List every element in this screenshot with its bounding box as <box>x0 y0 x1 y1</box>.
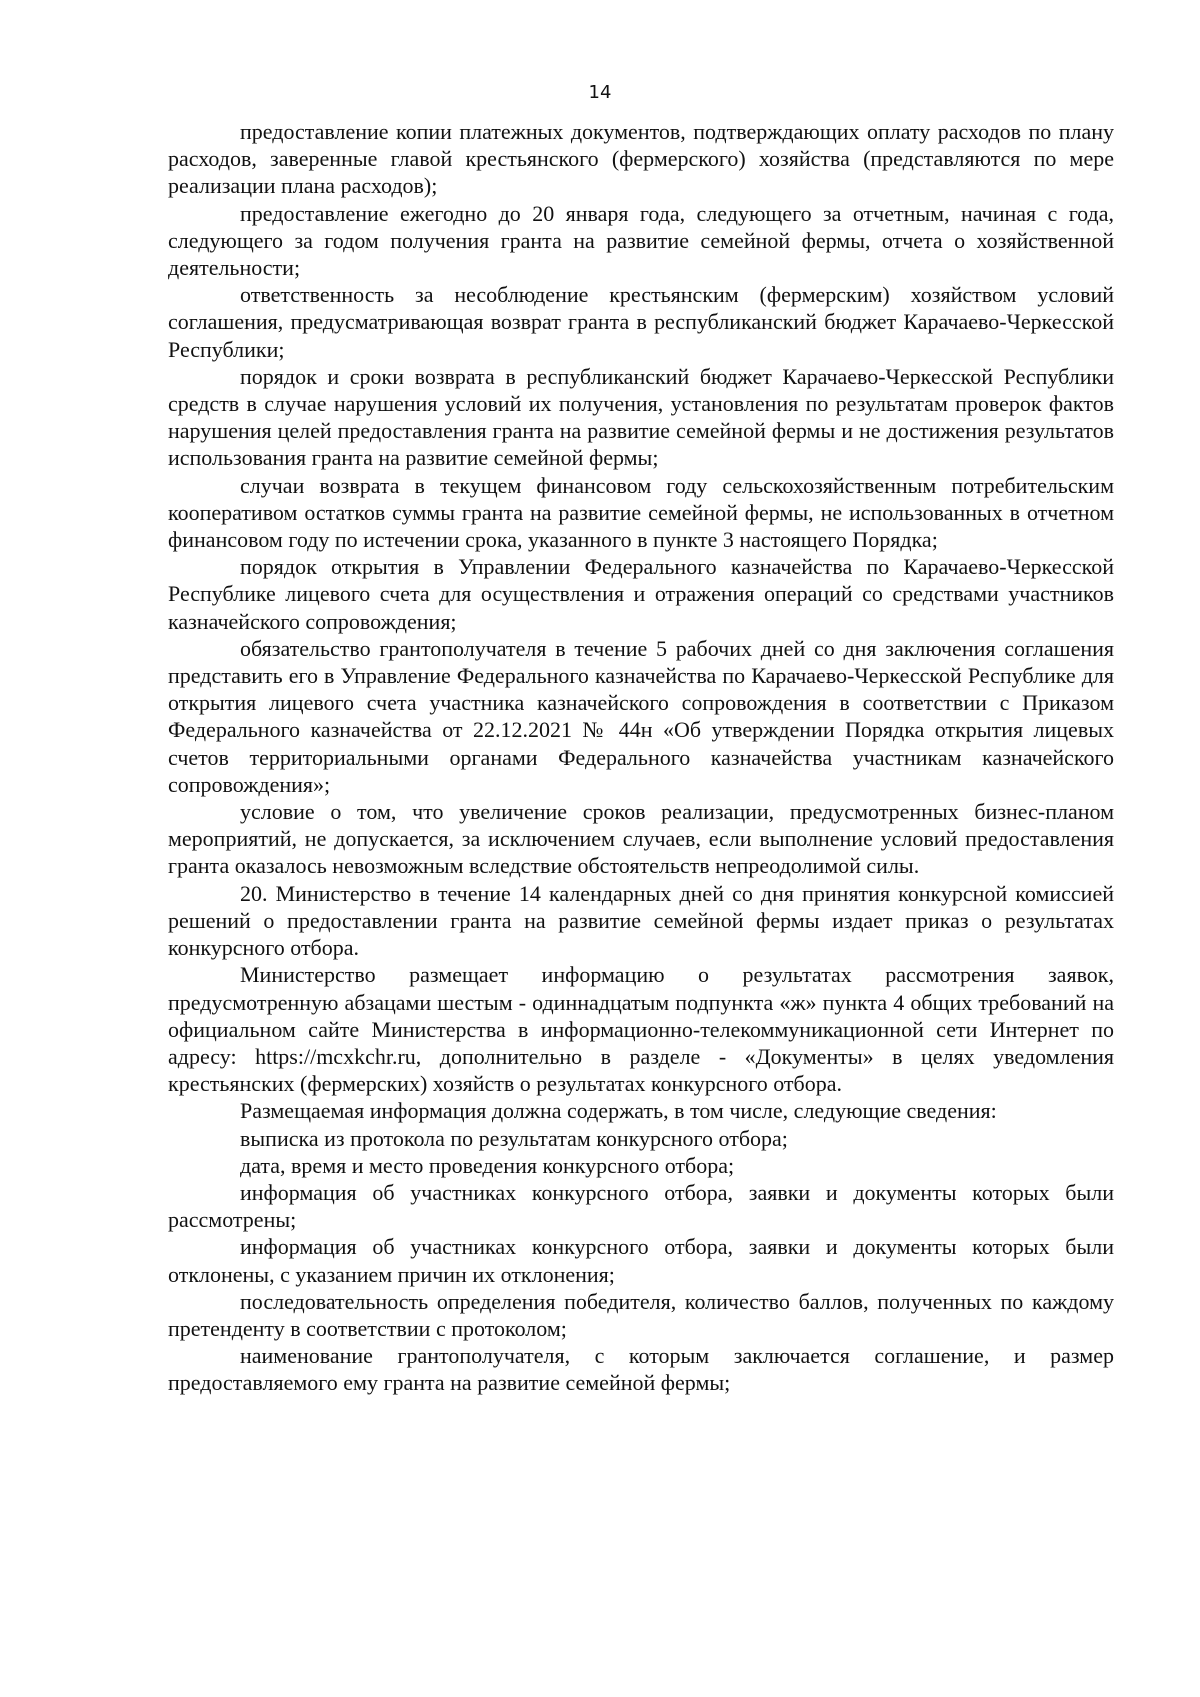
paragraph: последовательность определения победителя, количество баллов, полученных по каждому претенденту в соответствии с протоколом; <box>168 1288 1114 1341</box>
document-body <box>168 118 1114 1397</box>
paragraph: обязательство грантополучателя в течение 5 рабочих дней со дня заключения соглашения представить его в Управление Федерального казначейства по Карачаево-Черкесской Республике для открытия лицевого счета участника казначейского сопровождения в соответствии с Приказом Федерального казначейства от 22.12.2021 № 44н «Об утверждении Порядка открытия лицевых счетов территориальными органами Федерального казначейства участникам казначейского сопровождения»; <box>168 635 1114 797</box>
paragraph: порядок и сроки возврата в республиканский бюджет Карачаево-Черкесской Республики средств в случае нарушения условий их получения, установления по результатам проверок фактов нарушения целей предоставления гранта на развитие семейной фермы и не достижения результатов использования гранта на развитие семейной фермы; <box>168 363 1114 471</box>
paragraph: Министерство размещает информацию о результатах рассмотрения заявок, предусмотренную абзацами шестым - одиннадцатым подпункта «ж» пункта 4 общих требований на официальном сайте Министерства в информационно-телекоммуникационной сети Интернет по адресу: https://mcxkchr.ru, дополнительно в разделе - «Документы» в целях уведомления крестьянских (фермерских) хозяйств о результатах конкурсного отбора. <box>168 962 1114 1097</box>
paragraph: выписка из протокола по результатам конкурсного отбора; <box>240 1125 788 1151</box>
paragraph: предоставление ежегодно до 20 января года, следующего за отчетным, начиная с года, следующего за годом получения гранта на развитие семейной фермы, отчета о хозяйственной деятельности; <box>168 200 1114 281</box>
paragraph: Размещаемая информация должна содержать, в том числе, следующие сведения: <box>240 1098 997 1124</box>
paragraph: наименование грантополучателя, с которым заключается соглашение, и размер предоставляемого ему гранта на развитие семейной фермы; <box>168 1343 1114 1396</box>
paragraph: дата, время и место проведения конкурсного отбора; <box>240 1152 735 1178</box>
paragraph: условие о том, что увеличение сроков реализации, предусмотренных бизнес-планом мероприятий, не допускается, за исключением случаев, если выполнение условий предоставления гранта оказалось невозможным вследствие обстоятельств непреодолимой силы. <box>168 799 1114 879</box>
page-number: 14 <box>588 82 612 103</box>
paragraph: информация об участниках конкурсного отбора, заявки и документы которых были отклонены, с указанием причин их отклонения; <box>168 1234 1114 1287</box>
paragraph: предоставление копии платежных документов, подтверждающих оплату расходов по плану расходов, заверенные главой крестьянского (фермерского) хозяйства (представляются по мере реализации плана расходов); <box>168 119 1114 199</box>
paragraph: порядок открытия в Управлении Федерального казначейства по Карачаево-Черкесской Республике лицевого счета для осуществления и отражения операций со средствами участников казначейского сопровождения; <box>168 554 1114 634</box>
paragraph: 20. Министерство в течение 14 календарных дней со дня принятия конкурсной комиссией решений о предоставлении гранта на развитие семейной фермы издает приказ о результатах конкурсного отбора. <box>168 880 1114 961</box>
paragraph: ответственность за несоблюдение крестьянским (фермерским) хозяйством условий соглашения, предусматривающая возврат гранта в республиканский бюджет Карачаево-Черкесской Республики; <box>168 282 1114 362</box>
paragraph: случаи возврата в текущем финансовом году сельскохозяйственным потребительским кооперативом остатков суммы гранта на развитие семейной фермы, не использованных в отчетном финансовом году по истечении срока, указанного в пункте 3 настоящего Порядка; <box>168 472 1114 553</box>
paragraph: информация об участниках конкурсного отбора, заявки и документы которых были рассмотрены; <box>168 1179 1114 1233</box>
